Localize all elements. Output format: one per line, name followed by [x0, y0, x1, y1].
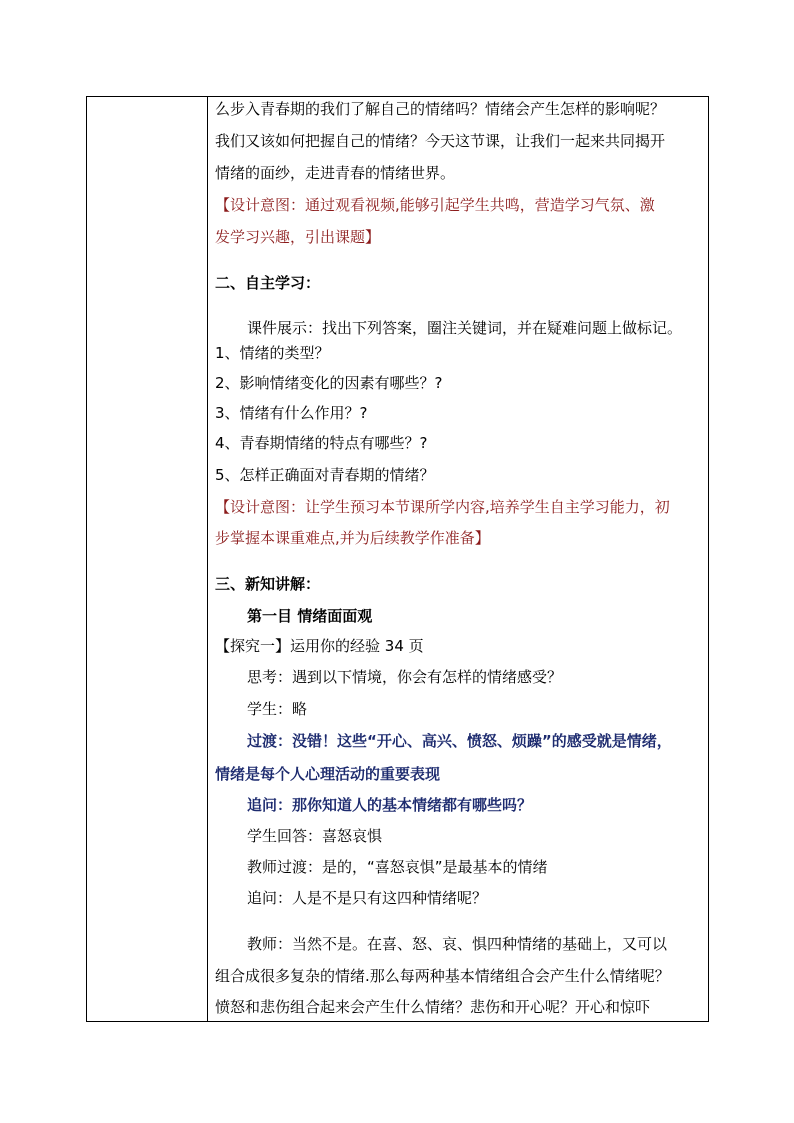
- text-line: 课件展示：找出下列答案，圈注关键词，并在疑难问题上做标记。: [247, 319, 683, 337]
- design-intent-text: 【设计意图：让学生预习本节课所学内容,培养学生自主学习能力，初: [215, 498, 670, 516]
- question-item: 2、影响情绪变化的因素有哪些？?: [215, 374, 443, 392]
- text-line: 我们又该如何把握自己的情绪？今天这节课，让我们一起来共同揭开: [215, 132, 666, 150]
- question-item: 1、情绪的类型？: [215, 344, 330, 362]
- section-heading: 三、新知讲解：: [215, 575, 321, 593]
- text-line: 情绪的面纱，走进青春的情绪世界。: [215, 164, 456, 182]
- follow-up-question: 追问：那你知道人的基本情绪都有哪些吗？: [247, 796, 533, 814]
- lesson-plan-table: [86, 96, 709, 1022]
- text-line: 愤怒和悲伤组合起来会产生什么情绪？悲伤和开心呢？开心和惊吓: [215, 998, 651, 1016]
- subsection-heading: 第一目 情绪面面观: [247, 607, 373, 625]
- text-line: 教师过渡：是的，“喜怒哀惧”是最基本的情绪: [247, 858, 548, 876]
- question-item: 4、青春期情绪的特点有哪些？?: [215, 434, 428, 452]
- text-line: 组合成很多复杂的情绪.那么每两种基本情绪组合会产生什么情绪呢？: [215, 967, 670, 985]
- transition-text: 情绪是每个人心理活动的重要表现: [215, 765, 441, 783]
- question-item: 3、情绪有什么作用？?: [215, 404, 368, 422]
- content-cell: [209, 97, 709, 1021]
- text-line: 学生回答：喜怒哀惧: [247, 827, 383, 845]
- text-line: 追问：人是不是只有这四种情绪呢？: [247, 889, 488, 907]
- text-line: 么步入青春期的我们了解自己的情绪吗？情绪会产生怎样的影响呢？: [215, 100, 666, 118]
- design-intent-text: 步掌握本课重难点,并为后续教学作准备】: [215, 529, 490, 547]
- section-heading: 二、自主学习：: [215, 274, 321, 292]
- text-line: 【探究一】运用你的经验 34 页: [215, 637, 424, 655]
- transition-text: 过渡：没错！这些“开心、高兴、愤怒、烦躁”的感受就是情绪，: [247, 732, 672, 750]
- left-column-cell: [87, 97, 208, 1021]
- design-intent-text: 【设计意图：通过观看视频,能够引起学生共鸣，营造学习气氛、激: [215, 196, 655, 214]
- question-item: 5、怎样正确面对青春期的情绪？: [215, 466, 435, 484]
- text-line: 教师：当然不是。在喜、怒、哀、惧四种情绪的基础上，又可以: [247, 935, 668, 953]
- text-line: 思考：遇到以下情境，你会有怎样的情绪感受？: [247, 668, 563, 686]
- text-line: 学生：略: [247, 700, 308, 718]
- design-intent-text: 发学习兴趣，引出课题】: [215, 228, 381, 246]
